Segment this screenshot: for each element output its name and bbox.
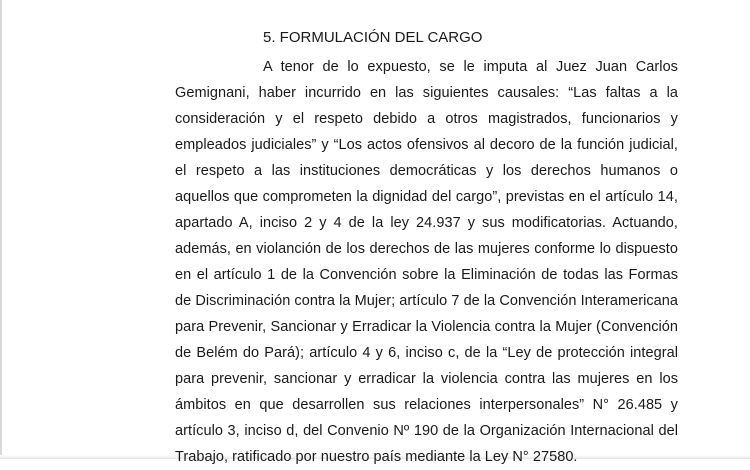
body-line: artículo 3, inciso d, del Convenio Nº 190 de la Organización Internacional del xyxy=(175,423,678,439)
body-line: aquellos que comprometen la dignidad del cargo”, previstas en el artículo 14, xyxy=(175,189,678,205)
body-line: además, en violanción de los derechos de las mujeres conforme lo dispuesto xyxy=(175,241,678,257)
body-line: apartado A, inciso 2 y 4 de la ley 24.937 y sus modificatorias. Actuando, xyxy=(175,215,678,231)
body-line: consideración y el respeto debido a otros magistrados, funcionarios y xyxy=(175,111,678,127)
section-body xyxy=(175,54,678,470)
page-left-edge xyxy=(0,0,2,459)
body-line: Trabajo, ratificado por nuestro país mediante la Ley N° 27580. xyxy=(175,449,578,465)
body-line: Gemignani, haber incurrido en las siguientes causales: “Las faltas a la xyxy=(175,85,678,101)
section-heading: 5. FORMULACIÓN DEL CARGO xyxy=(263,29,483,46)
body-line: empleados judiciales” y “Los actos ofensivos al decoro de la función judicial, xyxy=(175,137,678,153)
body-line: el respeto a las instituciones democráticas y los derechos humanos o xyxy=(175,163,678,179)
body-line: de Belém do Pará); artículo 4 y 6, inciso c, de la “Ley de protección integral xyxy=(175,345,678,361)
body-line: para Prevenir, Sancionar y Erradicar la Violencia contra la Mujer (Convención xyxy=(175,319,678,335)
body-line: ámbitos en que desarrollen sus relaciones interpersonales” N° 26.485 y xyxy=(175,397,678,413)
body-line: en el artículo 1 de la Convención sobre la Eliminación de todas las Formas xyxy=(175,267,678,283)
body-line: de Discriminación contra la Mujer; artículo 7 de la Convención Interamericana xyxy=(175,293,678,309)
body-line: para prevenir, sancionar y erradicar la violencia contra las mujeres en los xyxy=(175,371,678,387)
body-line: A tenor de lo expuesto, se le imputa al Juez Juan Carlos xyxy=(263,59,678,75)
